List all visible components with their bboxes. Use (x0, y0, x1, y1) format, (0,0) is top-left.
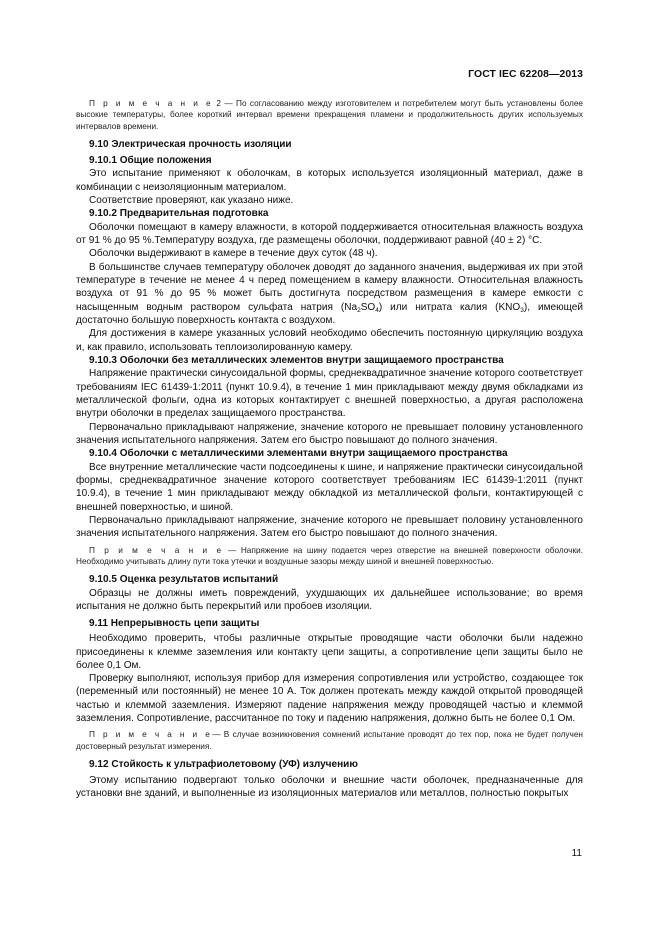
paragraph: Необходимо проверить, чтобы различные открытые проводящие части оболочки были надежно присоединены к клемме заземления или контакту цепи защиты, а сопротивление цепи защиты было не более 0,1 Ом. (76, 633, 583, 671)
section-9-12-title: 9.12 Стойкость к ультрафиолетовому (УФ) излучению (89, 759, 358, 771)
paragraph: Первоначально прикладывают напряжение, значение которого не превышает половину установленного значения испытательного напряжения. Затем его быстро повышают до полного значения. (76, 515, 583, 540)
note-label: П р и м е ч а н и е (89, 99, 214, 108)
section-9-10-2-title: 9.10.2 Предварительная подготовка (89, 208, 269, 220)
paragraph: В большинстве случаев температуру оболочек доводят до заданного значения, выдерживая их при этой температуре в течение не менее 4 ч перед помещением в камеру влажности. Относительная влажность воздуха от 91 % до 95 % может быть достигнута посредством размещения в камере емкости с насыщенным водным раствором сульфата натрия $(Na_2SO_4)$ или нитрата калия $(KNO_3)$, имеющей достаточно большую поверхность контакта с воздухом. (76, 261, 583, 326)
section-9-10-3-title: 9.10.3 Оболочки без металлических элементов внутри защищаемого пространства (89, 354, 504, 366)
section-9-10-title: 9.10 Электрическая прочность изоляции (89, 139, 292, 151)
paragraph: Для достижения в камере указанных условий необходимо обеспечить постоянную циркуляцию воздуха и, как правило, использовать теплоизолированную камеру. (76, 328, 583, 353)
note-text: Напряжение на шину подается через отверстие на внешней поверхности оболочки. Необходимо учитывать длину пути тока утечки и воздушные зазоры между шиной и внешней поверхностью. (76, 545, 583, 567)
standard-header: ГОСТ IEC 62208—2013 (468, 69, 583, 80)
note-9-10-4: П р и м е ч а н и е — Напряжение на шину подается через отверстие на внешней поверхности оболочки. Необходимо учитывать длину пути тока утечки и воздушные зазоры между шиной и внешней поверхностью. (76, 545, 583, 567)
note-text: По согласованию между изготовителем и потребителем могут быть установлены более высокие температуры, более короткий интервал времени прекращения пламени и продолжительность других используемых интервалов времени. (76, 99, 584, 131)
paragraph: Этому испытанию подвергают только оболочки и внешние части оболочек, предназначенные для установки вне зданий, и выполненные из изоляционных материалов или металлов, полностью покрытых (76, 774, 583, 799)
paragraph: Проверку выполняют, используя прибор для измерения сопротивления или устройство, создающее ток (переменный или постоянный) не менее 10 А. Ток должен протекать между каждой открытой проводящей частью и клеммой заземления. Измеряют падение напряжения между проводящей частью и клеммой заземления. Сопротивление, рассчитанное по току и падению напряжения, должно быть не более 0,1 Ом. (76, 673, 583, 724)
section-9-10-1-title: 9.10.1 Общие положения (89, 154, 212, 166)
paragraph: Напряжение практически синусоидальной формы, среднеквадратичное значение которого соответствует требованиям IEC 61439-1:2011 (пункт 10.9.4), в течение 1 мин прикладывают между двумя обкладками из металлической фольги, одна из которых контактирует с внешней поверхностью, а другая расположена внутри оболочки в пределах защищаемого пространства. (76, 368, 583, 420)
paragraph: Первоначально прикладывают напряжение, значение которого не превышает половину установленного значения испытательного напряжения. Затем его быстро повышают до полного значения. (76, 421, 583, 446)
note-label: П р и м е ч а н и е (89, 545, 224, 555)
note-text: В случае возникновения сомнений испытание проводят до тех пор, пока не будет получен достоверный результат измерения. (76, 730, 583, 751)
paragraph: Это испытание применяют к оболочкам, в которых используется изоляционный материал, даже в комбинации с неизоляционным материалом. (76, 168, 583, 193)
note-label: П р и м е ч а н и е (89, 730, 213, 740)
note-top: П р и м е ч а н и е 2 — По согласованию между изготовителем и потребителем могут быть установлены более высокие температуры, более короткий интервал времени прекращения пламени и продолжительность других используемых интервалов времени. (76, 99, 584, 131)
paragraph: Образцы не должны иметь повреждений, ухудшающих их дальнейшее использование; во время испытания не должно быть перекрытий или пробоев изоляции. (76, 588, 583, 613)
page-body (76, 98, 583, 800)
note-number: 2 (216, 99, 221, 108)
section-9-10-5-title: 9.10.5 Оценка результатов испытаний (89, 574, 279, 586)
paragraph: Все внутренние металлические части подсоединены к шине, и напряжение практически синусоидальной формы, среднеквадратичное значение которого соответствует требованиям IEC 61439-1:2011 (пункт 10.9.4), в течение 1 мин прикладывают между обкладкой из металлической фольги, контактирующей с внешней поверхностью, и шиной. (76, 461, 583, 513)
page-number: 11 (571, 848, 582, 859)
paragraph: Оболочки выдерживают в камере в течение двух суток (48 ч). (89, 248, 378, 260)
section-9-11-title: 9.11 Непрерывность цепи защиты (89, 617, 260, 629)
paragraph: Соответствие проверяют, как указано ниже. (89, 195, 294, 206)
note-9-11: П р и м е ч а н и е— В случае возникновения сомнений испытание проводят до тех пор, пока не будет получен достоверный результат измерения. (76, 730, 583, 751)
paragraph: Оболочки помещают в камеру влажности, в которой поддерживается относительная влажность воздуха от 91 % до 95 %.Температуру воздуха, где размещены оболочки, поддерживают равной (40 ± 2) °С. (76, 221, 583, 247)
section-9-10-4-title: 9.10.4 Оболочки с металлическими элементами внутри защищаемого пространства (89, 448, 508, 460)
